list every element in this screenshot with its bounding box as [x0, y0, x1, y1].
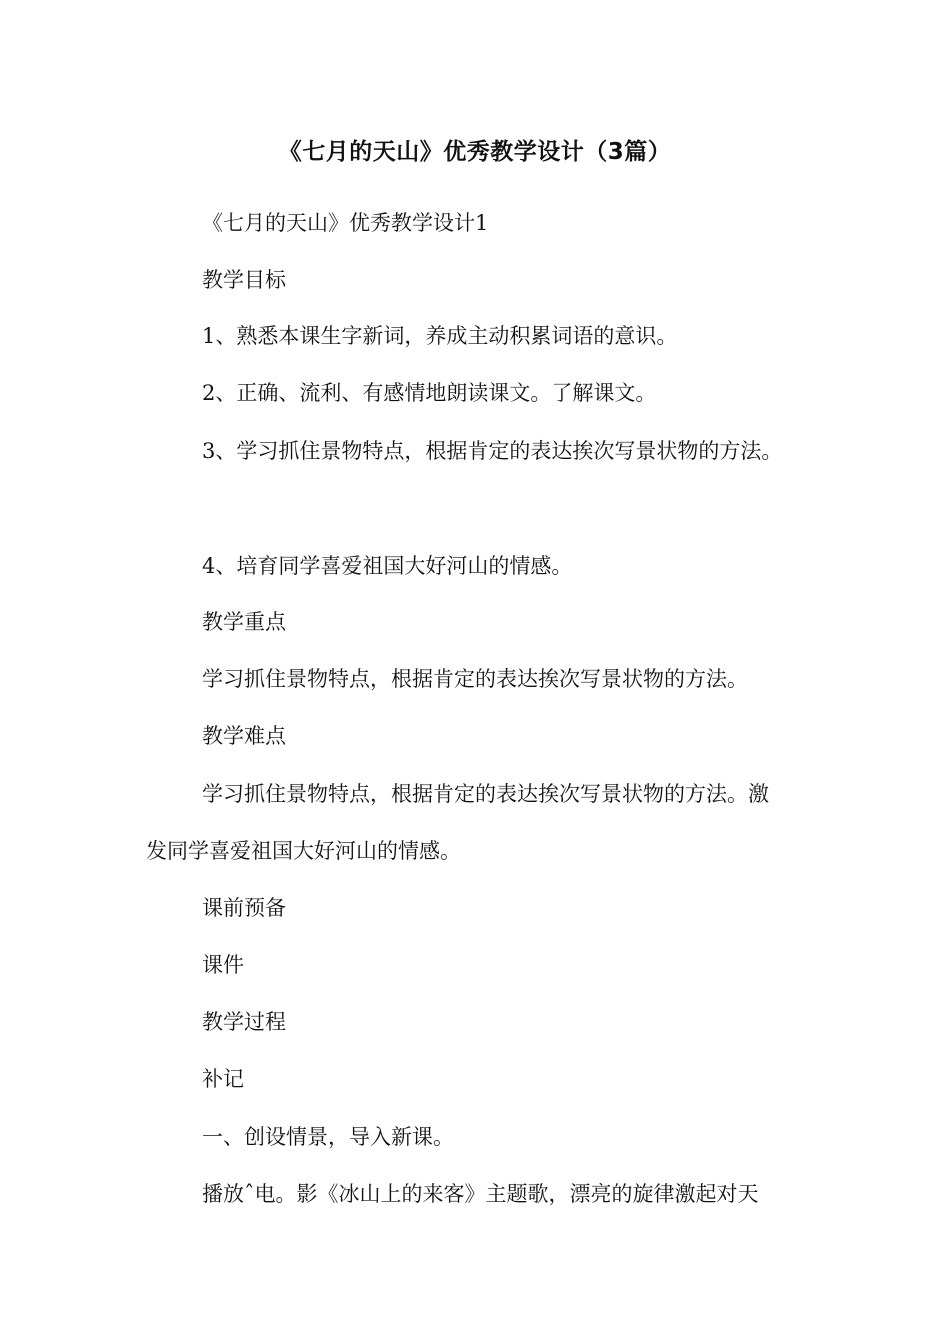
- paragraph: 教学难点: [202, 724, 286, 748]
- paragraph: 一、创设情景，导入新课。: [202, 1125, 454, 1149]
- paragraph: 播放ˆ电。影《冰山上的来客》主题歌，漂亮的旋律激起对天: [202, 1182, 759, 1206]
- paragraph: 课前预备: [202, 896, 286, 920]
- paragraph: 教学过程: [202, 1010, 286, 1034]
- paragraph: 教学目标: [202, 268, 286, 292]
- paragraph: 教学重点: [202, 610, 286, 634]
- paragraph: 补记: [202, 1067, 244, 1091]
- paragraph: 课件: [202, 953, 244, 977]
- paragraph: 学习抓住景物特点，根据肯定的表达挨次写景状物的方法。: [202, 667, 748, 691]
- paragraph: 4、培育同学喜爱祖国大好河山的情感。: [202, 554, 573, 578]
- paragraph: 1、熟悉本课生字新词，养成主动积累词语的意识。: [202, 324, 678, 348]
- paragraph: 3、学习抓住景物特点，根据肯定的表达挨次写景状物的方法。: [202, 439, 783, 463]
- paragraph: 2、正确、流利、有感情地朗读课文。了解课文。: [202, 381, 657, 405]
- document-title: 《七月的天山》优秀教学设计（3篇）: [278, 139, 672, 165]
- paragraph-continuation: 发同学喜爱祖国大好河山的情感。: [146, 839, 461, 863]
- section-heading: 《七月的天山》优秀教学设计1: [202, 211, 489, 235]
- paragraph: 学习抓住景物特点，根据肯定的表达挨次写景状物的方法。激: [202, 782, 769, 806]
